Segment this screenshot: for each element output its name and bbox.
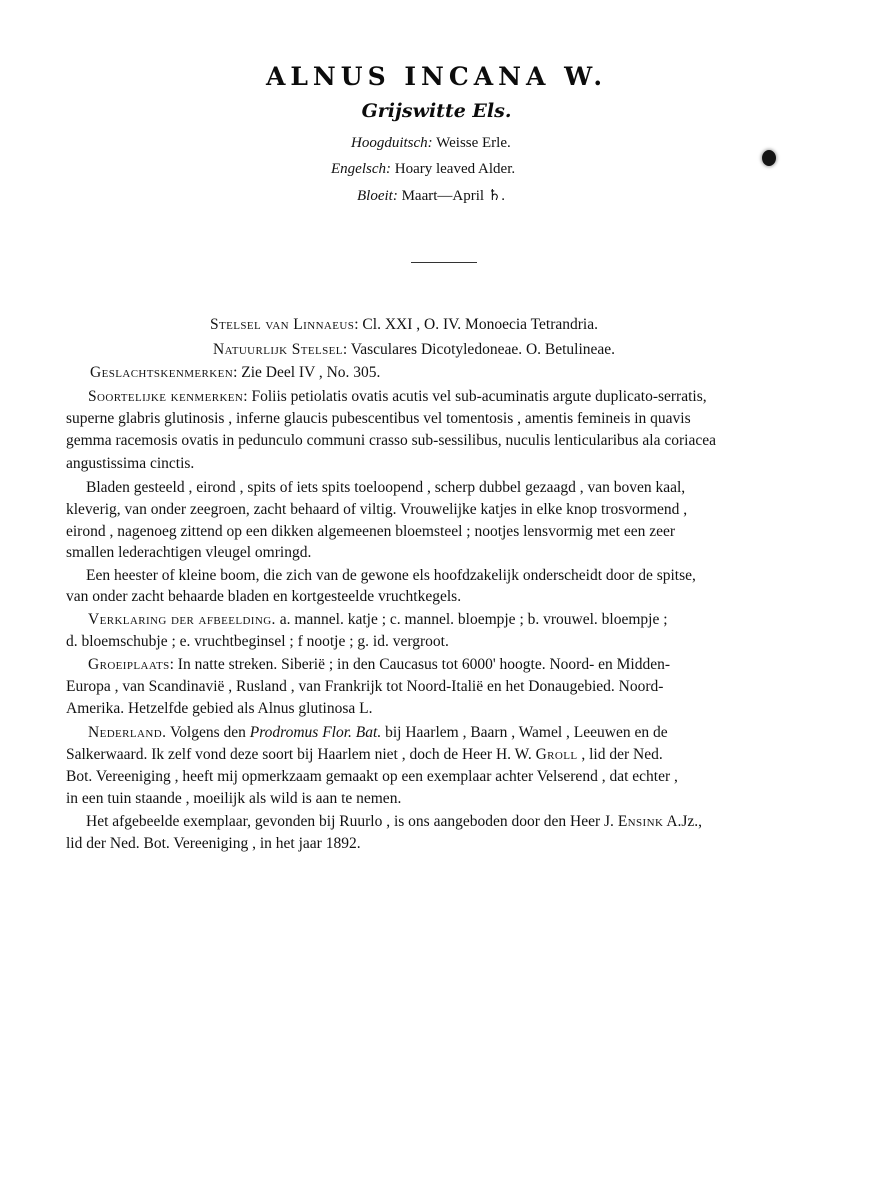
shrub-note-line-2: van onder zacht behaarde bladen en kortgesteelde vruchtkegels.: [66, 588, 462, 605]
species-title: ALNUS INCANA W.: [265, 62, 608, 91]
prodromus-title: Prodromus Flor. Bat.: [249, 724, 382, 741]
soortelijke-text-1: : Foliis petiolatis ovatis acutis vel sub-acuminatis argute duplicato-serratis,: [243, 388, 707, 405]
afgebeelde-text-1a: Het afgebeelde exemplaar, gevonden bij Ruurlo , is ons aangeboden door den Heer J.: [86, 813, 618, 830]
stelsel-linnaeus-text: : Cl. XXI , O. IV. Monoecia Tetrandria.: [354, 316, 598, 333]
soortelijke-line-3: gemma racemosis ovatis in pedunculo communi crasso sub-sessilibus, nuculis lenticularibus ala coriacea: [66, 432, 716, 449]
german-label: Hoogduitsch: [351, 135, 428, 151]
person-ensink: Ensink: [617, 813, 664, 830]
soortelijke-line-2: superne glabris glutinosis , inferne glaucis pubescentibus vel tomentosis , amentis femineis in quavis: [66, 410, 691, 427]
common-name: Grijswitte Els.: [361, 100, 512, 122]
stelsel-linnaeus-label: Stelsel van Linnaeus: [210, 316, 355, 333]
groeiplaats-text-1: : In natte streken. Siberië ; in den Caucasus tot 6000' hoogte. Noord- en Midden-: [169, 656, 671, 673]
person-groll: Groll: [535, 746, 578, 763]
groeiplaats-line-2: Europa , van Scandinavië , Rusland , van Frankrijk tot Noord-Italië en het Donaugebied. Noord-: [66, 678, 664, 695]
nederland-text-1a: Volgens den: [166, 724, 250, 741]
afgebeelde-line-2: lid der Ned. Bot. Vereeniging , in het jaar 1892.: [66, 835, 361, 852]
german-name-line: Hoogduitsch: Weisse Erle.: [351, 135, 511, 151]
stelsel-linnaeus: [210, 315, 598, 335]
verklaring-text-1: a. mannel. katje ; c. mannel. bloempje ; b. vrouwel. bloempje ;: [275, 611, 668, 628]
geslachtskenmerken-text: : Zie Deel IV , No. 305.: [233, 364, 381, 381]
groeiplaats-label: Groeiplaats: [88, 656, 170, 673]
flowering-line: Bloeit: Maart—April ♄.: [357, 188, 506, 204]
german-name: Weisse Erle.: [436, 135, 511, 151]
nederland-line-3: Bot. Vereeniging , heeft mij opmerkzaam gemaakt op een exemplaar achter Velserend , dat echter ,: [66, 768, 678, 785]
geslachtskenmerken: [90, 363, 380, 383]
description-line-3: eirond , nagenoeg zittend op een dikken algemeenen bloemsteel ; nootjes lensvormig met een zeer: [66, 523, 676, 540]
flowering-label: Bloeit: [357, 188, 393, 204]
nederland-text-2a: Salkerwaard. Ik zelf vond deze soort bij Haarlem niet , doch de Heer H. W.: [66, 746, 536, 763]
ink-speck: [762, 150, 776, 166]
nederland-line-2: [66, 745, 663, 765]
english-name-line: Engelsch: Hoary leaved Alder.: [331, 161, 516, 177]
verklaring-label: Verklaring der afbeelding.: [88, 611, 276, 628]
afgebeelde-text-1b: A.Jz.,: [663, 813, 703, 830]
nederland-line-1: [88, 723, 668, 743]
natuurlijk-stelsel-label: Natuurlijk Stelsel: [213, 341, 343, 358]
english-name: Hoary leaved Alder.: [394, 161, 516, 177]
soortelijke-line-1: [88, 387, 707, 407]
description-line-4: smallen lederachtigen vleugel omringd.: [66, 544, 312, 561]
nederland-label: Nederland.: [88, 724, 167, 741]
description-line-1: Bladen gesteeld , eirond , spits of iets spits toeloopend , scherp dubbel gezaagd , van boven kaal,: [86, 479, 686, 496]
soortelijke-line-4: angustissima cinctis.: [66, 455, 195, 472]
nederland-text-2b: , lid der Ned.: [577, 746, 663, 763]
soortelijke-label: Soortelijke kenmerken: [88, 388, 244, 405]
natuurlijk-stelsel-text: : Vasculares Dicotyledoneae. O. Betulineae.: [342, 341, 616, 358]
groeiplaats-line-1: [88, 655, 670, 675]
verklaring-line-2: d. bloemschubje ; e. vruchtbeginsel ; f nootje ; g. id. vergroot.: [66, 633, 449, 650]
nederland-line-4: in een tuin staande , moeilijk als wild is aan te nemen.: [66, 790, 402, 807]
verklaring-line-1: [88, 610, 668, 630]
natuurlijk-stelsel: [213, 340, 615, 360]
shrub-note-line-1: Een heester of kleine boom, die zich van de gewone els hoofdzakelijk onderscheidt door de spitse,: [86, 567, 696, 584]
nederland-text-1b: bij Haarlem , Baarn , Wamel , Leeuwen en de: [381, 724, 668, 741]
geslachtskenmerken-label: Geslachtskenmerken: [90, 364, 234, 381]
english-label: Engelsch: [331, 161, 386, 177]
description-line-2: kleverig, van onder zeegroen, zacht behaard of viltig. Vrouwelijke katjes in elke knop trosvormend ,: [66, 501, 688, 518]
flowering-period: Maart—April ♄.: [401, 188, 506, 204]
afgebeelde-line-1: [86, 812, 702, 832]
title-divider: [411, 262, 477, 263]
groeiplaats-line-3: Amerika. Hetzelfde gebied als Alnus glutinosa L.: [66, 700, 373, 717]
